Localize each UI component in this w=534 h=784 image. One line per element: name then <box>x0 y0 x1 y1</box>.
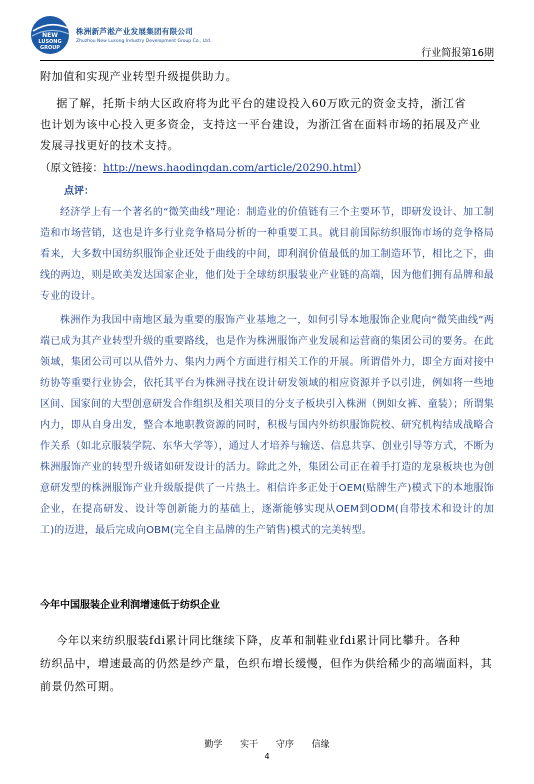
body-bottom <box>40 630 494 697</box>
body-line: 据了解，托斯卡纳大区政府将为此平台的建设投入60万欧元的资金支持，浙江省 <box>40 97 466 110</box>
page-header <box>0 0 534 60</box>
commentary <box>40 183 494 541</box>
note-label: 点评： <box>64 186 94 197</box>
section-heading: 今年中国服装企业利润增速低于纺织企业 <box>40 600 220 611</box>
body-top <box>40 66 494 178</box>
original-link-line <box>40 158 494 178</box>
company-name-cn: 株洲新芦淞产业发展集团有限公司 <box>76 27 193 36</box>
company-name-block <box>76 26 211 44</box>
header-divider <box>40 60 494 61</box>
body-line: 发展寻找更好的技术支持。 <box>40 139 180 152</box>
original-link[interactable]: http://news.haodingdan.com/article/20290.html <box>103 162 357 174</box>
footer-motto: 勤学 实干 守序 信缘 <box>204 740 330 750</box>
body-line: 也计划为该中心投入更多资金，支持这一平台建设，为浙江省在面料市场的拓展及产业 <box>40 118 481 131</box>
body-line: 附加值和实现产业转型升级提供助力。 <box>40 70 238 83</box>
note-paragraph-1: 经济学上有一个著名的“微笑曲线”理论：制造业的价值链有三个主要环节，即研发设计、加工制造和市场营销，这也是许多行业竞争格局分析的一种重要工具。就目前国际纺织服饰市场的竞争格局看来，大多数中国纺织服饰企业还处于曲线的中间，即利润价值最低的加工制造环节，相比之下，曲线的两边，则是欧美发达国家企业，他们处于全球纺织服装业产业链的高端，因为他们拥有品牌和最专业的设计。 <box>40 207 494 302</box>
svg-text:LUSONG: LUSONG <box>38 39 62 45</box>
issue-label: 行业简报第16期 <box>421 48 494 59</box>
svg-text:NEW: NEW <box>42 32 58 39</box>
company-logo-icon <box>28 14 72 56</box>
original-prefix: （原文链接： <box>40 162 103 174</box>
company-name-en: Zhuzhou New Lusong Industry Development Group Co., Ltd. <box>76 39 212 44</box>
page-number: 4 <box>264 752 270 761</box>
body-line: 前景仍然可期。 <box>40 680 122 693</box>
section-heading-block <box>40 597 494 615</box>
body-line: 今年以来纺织服装fdi累计同比继续下降，皮革和制鞋业fdi累计同比攀升。各种 <box>40 634 461 647</box>
note-paragraph-2: 株洲作为我国中南地区最为重要的服饰产业基地之一，如何引导本地服饰企业爬向“微笑曲线”两端已成为其产业转型升级的重要路线，也是作为株洲服饰产业发展和运营商的集团公司的要务。在此领域，集团公司可以从借外力、集内力两个方面进行相关工作的开展。所谓借外力，即全方面对接中纺协等重要行业协会，依托其平台为株洲寻找在设计研发领域的相应资源并予以引进，例如将一些地区间、国家间的大型创意研发合作组织及相关项目的分支子板块引入株洲（例如女裤、童装）；所谓集内力，即从自身出发，整合本地职教资源的同时，积极与国内外纺织服饰院校、研究机构结成战略合作关系（如北京服装学院、东华大学等），通过人才培养与输送、信息共享、创业引导等方式，不断为株洲服饰产业的转型升级诸如研发设计的活力。除此之外，集团公司正在着手打造的龙泉板块也为创意研发型的株洲服饰产业升级版提供了一片热土。相信许多正处于OEM(贴牌生产)模式下的本地服饰企业，在提高研发、设计等创新能力的基础上，逐渐能够实现从OEM到ODM(自带技术和设计的加工)的迈进，最后完成向OBM(完全自主品牌的生产销售)模式的完美转型。 <box>40 315 494 536</box>
svg-text:GROUP: GROUP <box>40 45 60 51</box>
original-suffix: ） <box>356 162 368 174</box>
body-line: 纺织品中，增速最高的仍然是纱产量，色织布增长缓慢，但作为供给稀少的高端面料，其 <box>40 657 493 670</box>
